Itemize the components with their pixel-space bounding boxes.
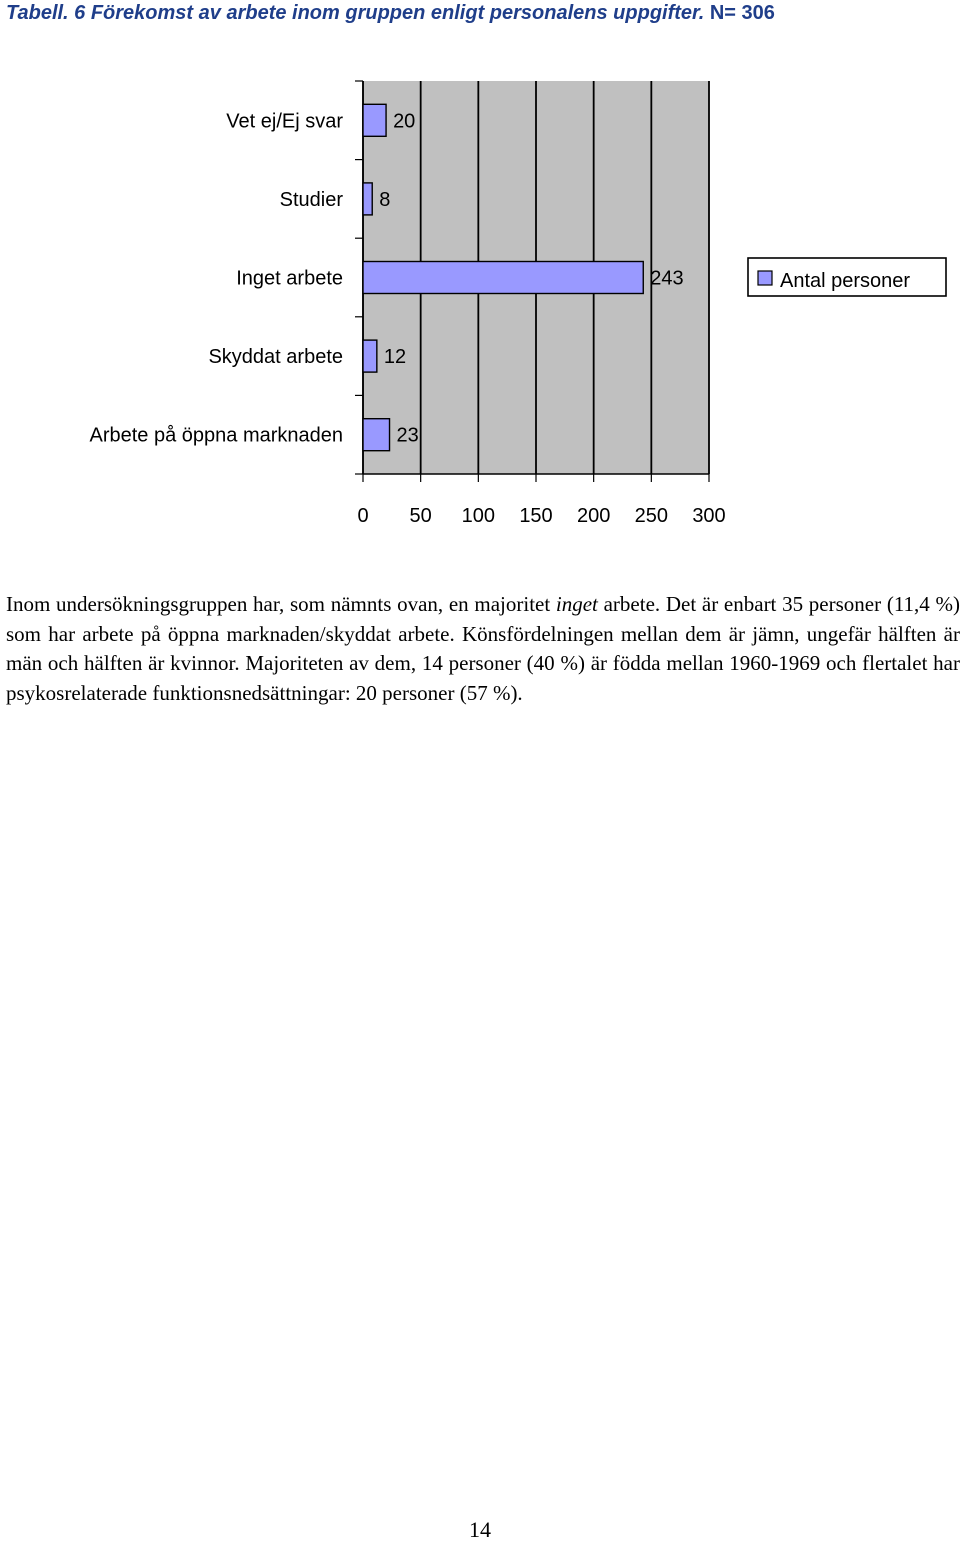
category-label-1: Studier (279, 188, 343, 211)
category-label-0: Vet ej/Ej svar (226, 110, 343, 133)
page-number: 14 (469, 1517, 491, 1542)
legend-swatch (758, 271, 772, 285)
bar-3 (363, 340, 377, 372)
data-label-2: 243 (650, 267, 684, 290)
bar-chart (0, 0, 960, 560)
x-tick-label-300: 300 (692, 505, 726, 527)
bar-2 (363, 262, 643, 294)
legend-label: Antal personer (780, 270, 911, 292)
category-label-2: Inget arbete (236, 267, 343, 290)
bar-1 (363, 183, 372, 215)
data-label-0: 20 (393, 110, 416, 133)
x-tick-label-0: 0 (357, 505, 369, 527)
category-labels (89, 110, 343, 446)
category-label-4: Arbete på öppna marknaden (89, 424, 343, 447)
bar-4 (363, 419, 390, 451)
body-text-italic: inget (555, 592, 598, 616)
bar-0 (363, 104, 386, 136)
caption-title: Tabell. 6 Förekomst av arbete inom gruppen enligt personalens uppgifter. (6, 2, 705, 24)
body-text-part2: arbete. Det är enbart 35 personer (11,4 %) som har arbete på öppna marknaden/skyddat arbete. Könsfördelningen mellan dem är jämn, ungefär hälften är män och hälften är kvinnor. Majoriteten av dem, 14 personer (40 %) är födda mellan 1960-1969 och flertalet har psykosrelaterade funktionsnedsättningar: 20 personer (57 %). (6, 592, 960, 705)
x-tick-label-250: 250 (634, 505, 669, 527)
category-label-3: Skyddat arbete (208, 346, 343, 369)
x-tick-label-200: 200 (576, 505, 611, 527)
legend (748, 258, 946, 296)
body-text-part1: Inom undersökningsgruppen har, som nämnts ovan, en majoritet (6, 592, 556, 616)
data-label-4: 23 (396, 424, 419, 447)
x-tick-label-100: 100 (461, 505, 496, 527)
x-tick-labels (357, 505, 725, 527)
data-label-1: 8 (379, 188, 391, 211)
body-paragraph (6, 590, 960, 708)
x-tick-label-150: 150 (519, 505, 553, 527)
x-tick-label-50: 50 (409, 505, 432, 527)
data-label-3: 12 (383, 346, 407, 369)
caption-sample-size: N= 306 (709, 2, 775, 24)
